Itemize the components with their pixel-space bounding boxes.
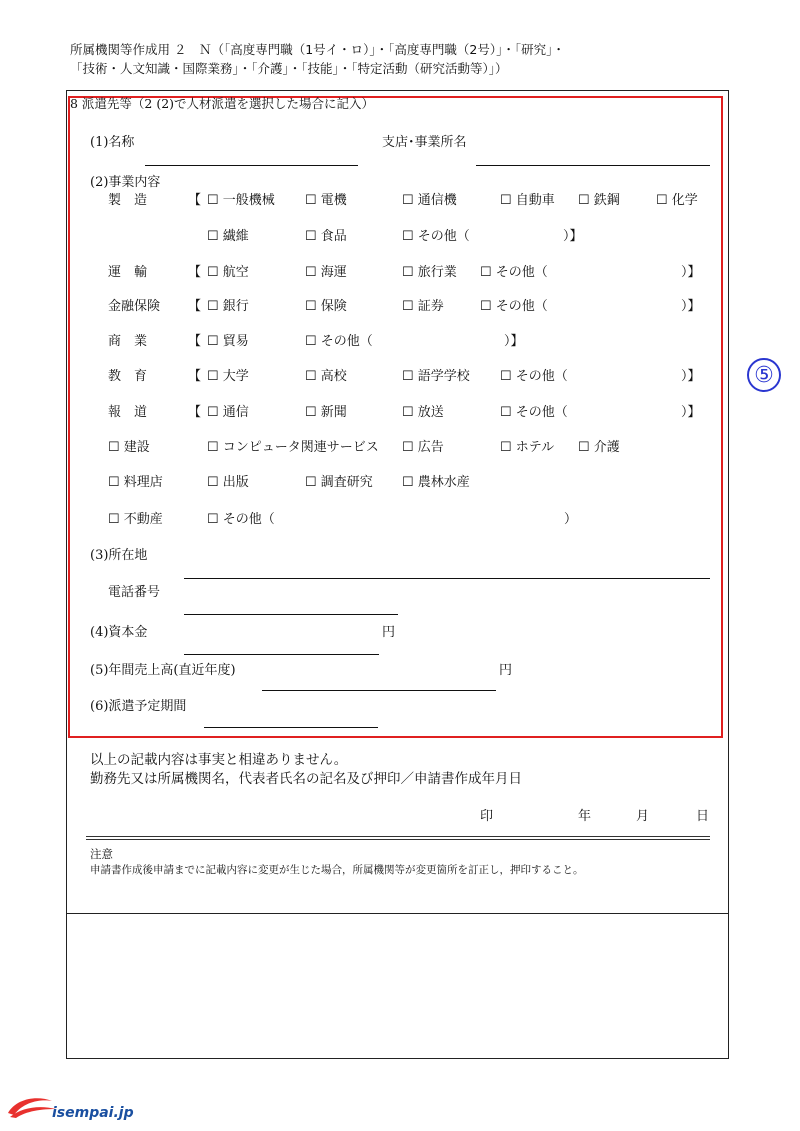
checkbox-restaurant[interactable]: ☐ 料理店 [108, 475, 163, 490]
checkbox-electric[interactable]: ☐ 電機 [305, 193, 347, 208]
checkbox-travel[interactable]: ☐ 旅行業 [402, 265, 457, 280]
bracket-open: 【 [188, 369, 202, 384]
checkbox-bank[interactable]: ☐ 銀行 [207, 299, 249, 314]
divider [86, 836, 710, 837]
checkbox-finance-other[interactable]: ☐ その他（ [480, 299, 548, 314]
checkbox-automobile[interactable]: ☐ 自動車 [500, 193, 555, 208]
bracket-close: ）】 [681, 265, 701, 280]
media-label: 報 道 [108, 405, 148, 420]
bracket-close: ）】 [681, 369, 701, 384]
checkbox-textile[interactable]: ☐ 繊維 [207, 229, 249, 244]
checkbox-agriculture[interactable]: ☐ 農林水産 [402, 475, 470, 490]
sales-unit: 円 [499, 663, 513, 678]
bracket-close: ）】 [681, 299, 701, 314]
bracket-open: 【 [188, 193, 202, 208]
checkbox-high-school[interactable]: ☐ 高校 [305, 369, 347, 384]
checkbox-insurance[interactable]: ☐ 保険 [305, 299, 347, 314]
checkbox-telecom-equipment[interactable]: ☐ 通信機 [402, 193, 457, 208]
bracket-close: ）】 [504, 334, 524, 349]
period-field[interactable] [204, 727, 378, 728]
checkbox-general-machinery[interactable]: ☐ 一般機械 [207, 193, 275, 208]
bracket-close: ）】 [681, 405, 701, 420]
checkbox-transport-other[interactable]: ☐ その他（ [480, 265, 548, 280]
notice-title: 注意 [90, 847, 113, 861]
checkbox-securities[interactable]: ☐ 証券 [402, 299, 444, 314]
manufacturing-label: 製 造 [108, 193, 148, 208]
checkbox-nursing-care[interactable]: ☐ 介護 [578, 440, 620, 455]
checkbox-shipping[interactable]: ☐ 海運 [305, 265, 347, 280]
transport-label: 運 輸 [108, 265, 148, 280]
checkbox-media-other[interactable]: ☐ その他（ [500, 405, 568, 420]
checkbox-advertising[interactable]: ☐ 広告 [402, 440, 444, 455]
checkbox-food[interactable]: ☐ 食品 [305, 229, 347, 244]
checkbox-education-other[interactable]: ☐ その他（ [500, 369, 568, 384]
checkbox-steel[interactable]: ☐ 鉄鋼 [578, 193, 620, 208]
paren-close: ） [564, 512, 578, 527]
checkbox-manufacturing-other[interactable]: ☐ その他（ [402, 229, 470, 244]
divider [86, 839, 710, 840]
commerce-label: 商 業 [108, 334, 148, 349]
bracket-open: 【 [188, 405, 202, 420]
declaration-line1: 以上の記載内容は事実と相違ありません。 [90, 752, 348, 768]
checkbox-commerce-other[interactable]: ☐ その他（ [305, 334, 373, 349]
finance-label: 金融保険 [108, 299, 161, 314]
year-label: 年 [578, 809, 592, 824]
bracket-open: 【 [188, 299, 202, 314]
capital-label: (4)資本金 [90, 625, 148, 640]
phone-field[interactable] [184, 614, 398, 615]
checkbox-university[interactable]: ☐ 大学 [207, 369, 249, 384]
checkbox-computer-services[interactable]: ☐ コンピュータ関連サービス [207, 440, 379, 455]
checkbox-aviation[interactable]: ☐ 航空 [207, 265, 249, 280]
highlight-box [68, 96, 723, 738]
checkbox-real-estate[interactable]: ☐ 不動産 [108, 512, 163, 527]
form-header-line2: 「技術・人文知識・国際業務」・「介護」・「技能」・「特定活動（研究活動等）」） [70, 61, 508, 76]
month-label: 月 [636, 809, 650, 824]
sales-field[interactable] [262, 690, 496, 691]
capital-field[interactable] [184, 654, 379, 655]
checkbox-construction[interactable]: ☐ 建設 [108, 440, 150, 455]
checkbox-chemical[interactable]: ☐ 化学 [656, 193, 698, 208]
annotation-number: ⑤ [747, 358, 781, 392]
branch-label: 支店･事業所名 [382, 135, 467, 150]
form-header-line1: 所属機関等作成用 ２ Ｎ（「高度専門職（1号イ・ロ）」・「高度専門職（2号）」・「研究」・ [70, 42, 565, 57]
bracket-close: ）】 [563, 229, 583, 244]
education-label: 教 育 [108, 369, 148, 384]
checkbox-misc-other[interactable]: ☐ その他（ [207, 512, 275, 527]
address-label: (3)所在地 [90, 548, 148, 563]
checkbox-broadcast[interactable]: ☐ 放送 [402, 405, 444, 420]
business-label: (2)事業内容 [90, 175, 161, 190]
checkbox-newspaper[interactable]: ☐ 新聞 [305, 405, 347, 420]
declaration-line2: 勤務先又は所属機関名，代表者氏名の記名及び押印／申請書作成年月日 [90, 771, 522, 787]
checkbox-trade[interactable]: ☐ 貿易 [207, 334, 249, 349]
site-logo[interactable]: isempai.jp [52, 1105, 134, 1121]
capital-unit: 円 [382, 625, 396, 640]
period-label: (6)派遣予定期間 [90, 699, 187, 714]
section-divider [66, 913, 729, 914]
address-field[interactable] [184, 578, 710, 579]
bracket-open: 【 [188, 265, 202, 280]
notice-text: 申請書作成後申請までに記載内容に変更が生じた場合，所属機関等が変更箇所を訂正し，押印すること。 [90, 864, 584, 876]
branch-field[interactable] [476, 165, 710, 166]
day-label: 日 [696, 809, 710, 824]
sales-label: (5)年間売上高(直近年度) [90, 663, 236, 678]
checkbox-language-school[interactable]: ☐ 語学学校 [402, 369, 470, 384]
bracket-open: 【 [188, 334, 202, 349]
section-title: 8 派遣先等（2 (2)で人材派遣を選択した場合に記入） [70, 96, 375, 111]
name-label: (1)名称 [90, 135, 135, 150]
name-field[interactable] [145, 165, 358, 166]
phone-label: 電話番号 [108, 585, 161, 600]
checkbox-hotel[interactable]: ☐ ホテル [500, 440, 555, 455]
checkbox-publishing[interactable]: ☐ 出版 [207, 475, 249, 490]
seal-mark: 印 [480, 809, 494, 824]
checkbox-news-agency[interactable]: ☐ 通信 [207, 405, 249, 420]
checkbox-research[interactable]: ☐ 調査研究 [305, 475, 373, 490]
